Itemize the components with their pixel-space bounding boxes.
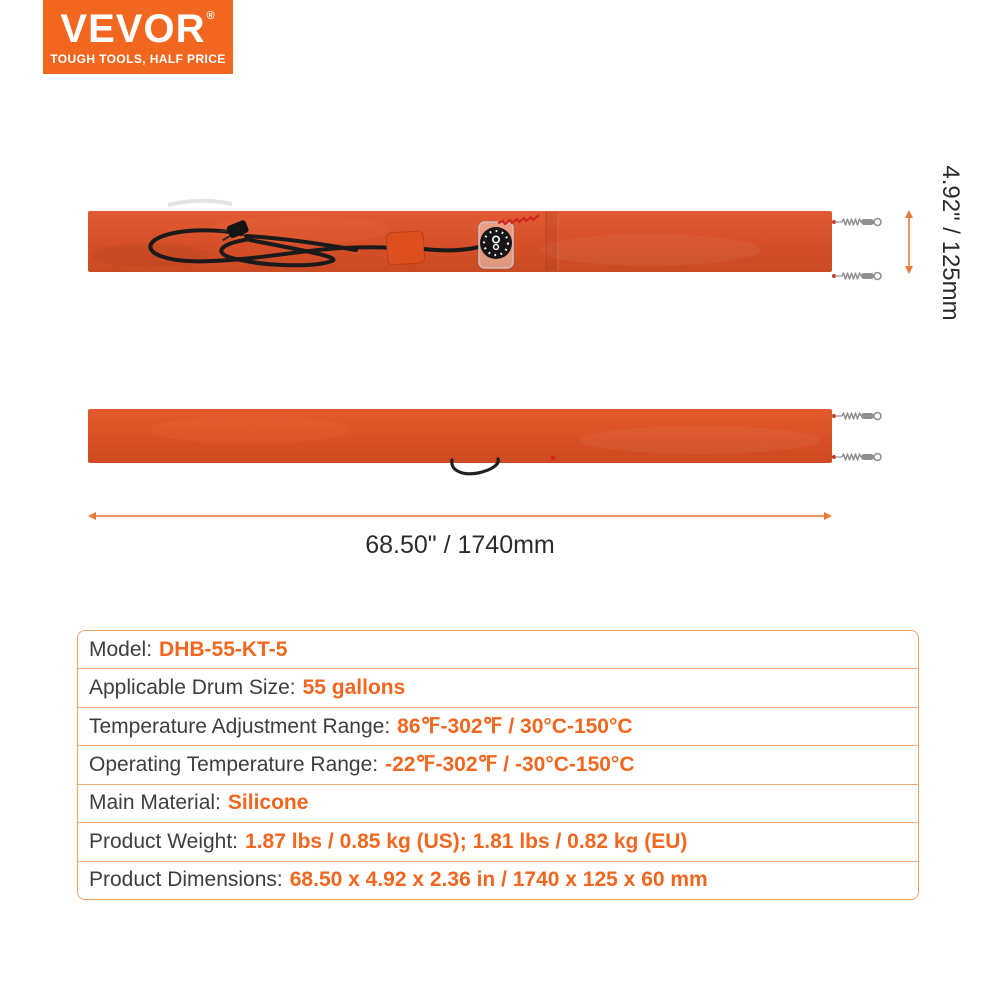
- spec-label: Product Weight:: [89, 829, 239, 853]
- length-dimension-arrow: [88, 512, 832, 520]
- spec-label: Operating Temperature Range:: [89, 752, 379, 776]
- height-dimension-arrow: [905, 210, 913, 274]
- photo-shadow: [168, 201, 232, 205]
- band-texture: [150, 416, 350, 444]
- height-dimension-label: 4.92" / 125mm: [937, 165, 964, 321]
- registered-mark: ®: [206, 9, 216, 22]
- wire-tip: [551, 456, 556, 461]
- spec-value: 86℉-302℉ / 30°C-150°C: [397, 715, 633, 739]
- spec-row-material: [78, 784, 918, 822]
- spec-row-weight: [78, 822, 918, 860]
- brand-tagline: TOUGH TOOLS, HALF PRICE: [50, 51, 226, 66]
- spring-hook: [832, 273, 881, 280]
- spec-value: 68.50 x 4.92 x 2.36 in / 1740 x 125 x 60 mm: [289, 868, 708, 892]
- thermostat-dial-icon: [480, 227, 512, 259]
- junction-box: [386, 231, 425, 266]
- length-dimension-label: 68.50" / 1740mm: [365, 531, 555, 559]
- spec-label: Product Dimensions:: [89, 868, 283, 892]
- spec-value: DHB-55-KT-5: [159, 637, 288, 661]
- spring-hook: [832, 454, 881, 461]
- spec-label: Applicable Drum Size:: [89, 676, 296, 700]
- spec-value: 1.87 lbs / 0.85 kg (US); 1.81 lbs / 0.82 kg (EU): [245, 829, 688, 853]
- spec-value: 55 gallons: [302, 676, 406, 700]
- spec-label: Main Material:: [89, 791, 221, 815]
- spec-value: -22℉-302℉ / -30°C-150°C: [385, 753, 635, 777]
- spec-row-dimensions: [78, 861, 918, 899]
- spec-row-model: [78, 631, 918, 668]
- band-texture: [580, 426, 820, 454]
- spec-row-operating-temp: [78, 745, 918, 783]
- spring-hook: [832, 219, 881, 226]
- spec-table: [77, 630, 919, 900]
- spec-row-temp-adjustment: [78, 707, 918, 745]
- closure-flap: [546, 212, 558, 271]
- band-texture: [540, 234, 760, 266]
- spec-row-drum-size: [78, 668, 918, 706]
- brand-name: VEVOR: [60, 6, 206, 51]
- spring-hook: [832, 413, 881, 420]
- spec-label: Model:: [89, 637, 153, 661]
- spec-label: Temperature Adjustment Range:: [89, 714, 391, 738]
- spec-value: Silicone: [227, 791, 309, 815]
